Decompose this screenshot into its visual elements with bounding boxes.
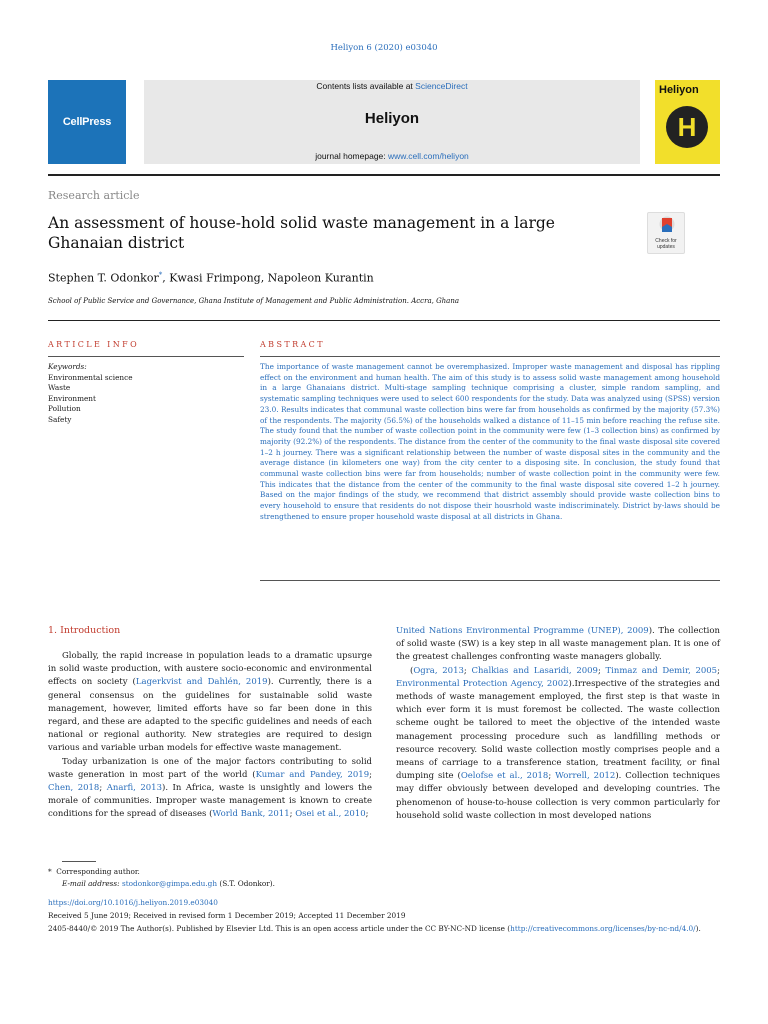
email-owner: (S.T. Odonkor).	[219, 879, 275, 888]
corresponding-author: Corresponding author.	[56, 867, 140, 876]
citation-link[interactable]: Tinmaz and Demir, 2005	[605, 665, 718, 676]
text-run: ).Irrespective of the strategies and methods of waste management employed, the first step is that waste in which ever form it is must foremost be collected. The waste collection scheme ought be tailored to meet the objective of the intended waste management processing procedure such as landfilling methods or resource recovery. Solid waste collection mostly comprises people and a means of carriage to a transference station, treatment facility, or final dumping site (	[396, 678, 720, 782]
keyword-item: Safety	[48, 414, 72, 424]
paragraph	[396, 625, 720, 665]
text-run: ;	[717, 665, 720, 676]
homepage-line	[144, 151, 640, 161]
heliyon-cover-image[interactable]	[655, 80, 720, 164]
citation-link[interactable]: World Bank, 2011	[212, 809, 290, 820]
citation-link[interactable]: Anarfi, 2013	[106, 783, 162, 794]
body-column-right	[396, 625, 720, 823]
citation-link[interactable]: Chen, 2018	[48, 783, 100, 794]
text-run: 2405-8440/© 2019 The Author(s). Published by Elsevier Ltd. This is an open access article under the CC BY-NC-ND license (	[48, 924, 511, 933]
text-run: ). In Africa, waste is unsightly and lowers the morale of communities. Improper waste management is known to create conditions for the spread of diseases (	[48, 783, 372, 820]
contents-prefix: Contents lists available at	[316, 81, 416, 91]
cover-title: Heliyon	[659, 84, 699, 96]
citation-link[interactable]: Kumar and Pandey, 2019	[255, 769, 370, 780]
cellpress-logo[interactable]: CellPress	[48, 80, 126, 164]
homepage-prefix: journal homepage:	[315, 151, 388, 161]
keyword-item: Waste	[48, 383, 71, 393]
text-run: ). Collection techniques may differ obviously between developed and developing countries. The phenomenon of house-to-house collection is very common particularly for household solid waste collection in most developed nations	[396, 771, 720, 821]
citation-link[interactable]: Ogra, 2013	[413, 665, 464, 676]
footnote	[48, 866, 275, 890]
keyword-item: Environment	[48, 393, 96, 403]
citation-link[interactable]: Worrell, 2012	[555, 771, 616, 782]
introduction-heading: 1. Introduction	[48, 625, 121, 636]
text-run: Today urbanization is one of the major factors contributing to solid waste generation in most part of the world (	[48, 756, 372, 780]
paragraph	[396, 665, 720, 823]
crossmark-label: Check for updates	[655, 238, 677, 250]
corresponding-mark[interactable]: *	[158, 271, 163, 279]
text-run: (	[410, 665, 414, 676]
sciencedirect-link[interactable]: ScienceDirect	[415, 81, 468, 91]
text-run: ;	[289, 809, 296, 820]
author-rest: , Kwasi Frimpong, Napoleon Kurantin	[162, 271, 374, 285]
body-column-left	[48, 650, 372, 822]
text-run: Globally, the rapid increase in population leads to a dramatic upsurge in solid waste production, with austere socio-economic and environmental effects on society (	[48, 651, 372, 688]
footnote-divider	[62, 861, 96, 862]
footnote-line	[48, 866, 275, 878]
footnote-email-line	[48, 878, 275, 890]
homepage-link[interactable]: www.cell.com/heliyon	[388, 151, 469, 161]
keyword-item: Environmental science	[48, 372, 133, 382]
abstract-heading: ABSTRACT	[260, 340, 325, 349]
journal-banner	[48, 80, 720, 164]
keywords-label: Keywords:	[48, 362, 87, 371]
text-run: ;	[99, 783, 107, 794]
received-dates: Received 5 June 2019; Received in revised form 1 December 2019; Accepted 11 December 2019	[48, 911, 406, 920]
citation-link[interactable]: Osei et al., 2010	[295, 809, 366, 820]
doi-link[interactable]: https://doi.org/10.1016/j.heliyon.2019.e03040	[48, 898, 218, 907]
article-type: Research article	[48, 189, 140, 202]
crossmark-icon	[659, 216, 675, 236]
article-info-heading: ARTICLE INFO	[48, 340, 140, 349]
citation-link[interactable]: Oelofse et al., 2018	[460, 771, 549, 782]
text-run: ). The collection of solid waste (SW) is a key step in all waste management plan. It is one of the greatest challenges confronting waste managers globally.	[396, 626, 720, 663]
contents-line	[144, 81, 640, 91]
email-link[interactable]: stodonkor@gimpa.edu.gh	[121, 879, 218, 888]
journal-reference[interactable]: Heliyon 6 (2020) e03040	[330, 43, 438, 53]
footnote-mark: *	[48, 867, 52, 876]
author-list	[48, 271, 374, 285]
keyword-item: Pollution	[48, 404, 81, 414]
banner-center	[144, 80, 640, 164]
header-divider	[48, 174, 720, 176]
text-run: ;	[365, 809, 369, 820]
crossmark-button[interactable]	[647, 212, 685, 254]
abstract-bottom-divider	[260, 580, 720, 581]
section-divider	[48, 320, 720, 321]
license-statement	[48, 923, 720, 935]
article-info-divider	[48, 356, 244, 357]
heliyon-h-logo-icon: H	[666, 106, 708, 148]
paragraph	[48, 756, 372, 822]
affiliation: School of Public Service and Governance, Ghana Institute of Management and Public Administration. Accra, Ghana	[48, 297, 460, 305]
text-run: ;	[597, 665, 606, 676]
citation-link[interactable]: United Nations Environmental Programme (UNEP), 2009	[396, 626, 649, 636]
text-run: ).	[695, 924, 701, 933]
article-title: An assessment of house-hold solid waste management in a large Ghanaian district	[48, 214, 555, 252]
text-run: ). Currently, there is a general consensus on the guidelines for sustainable solid waste management, however, limited efforts have so far been done in this regard, and these are adapted to the specific guidelines and needs of each national or regional authority. New strategies are required to design various and variable urban models for effective waste management.	[48, 677, 372, 754]
text-run: ;	[369, 769, 372, 780]
text-run: ;	[548, 771, 556, 782]
email-label: E-mail address:	[62, 879, 120, 888]
paragraph	[48, 650, 372, 756]
journal-name: Heliyon	[364, 110, 420, 127]
keywords-list	[48, 362, 244, 426]
citation-link[interactable]: Environmental Protection Agency, 2002	[396, 678, 569, 689]
citation-link[interactable]: Chalkias and Lasaridi, 2009	[471, 665, 598, 676]
abstract-divider	[260, 356, 720, 357]
text-run: ;	[463, 665, 472, 676]
license-link[interactable]: http://creativecommons.org/licenses/by-nc-nd/4.0/	[510, 924, 696, 933]
citation-link[interactable]: Lagerkvist and Dahlén, 2019	[135, 677, 268, 688]
abstract-text: The importance of waste management cannot be overemphasized. Improper waste management and disposal has rippling effect on the environment and human health. The aim of this study is to assess solid waste management among household in a large Ghanaians district. Multi-stage sampling technique comprising a cluster, simple random sampling, and systematic sampling techniques were used to select 600 respondents for the study. Data was analyzed using (SPSS) version 23.0. Results indicates that communal waste collection bins were far from households as confirmed by the majority (57.3%) of the respondents. The majority (56.5%) of the households walked a distance of 11–15 min before reaching the refuse site. The study found that the number of waste collection point in the community were few (1–3 collection bins) as confirmed by majority (92.2%) of the respondents. The distance from the center of the community to the final waste disposal site covered 1–2 h journey. There was a significant relationship between the number of waste disposal sites in the community and the average distance (in kilometers one way) from the city center to a disposing site. In conclusion, the study found that communal waste collection bins were far from households; number of waste collection point in the community were few. This indicates that the distance from the center of the community to the final waste disposal site covered 1–2 h journey. Based on the major findings of the study, we recommend that district assembly should provide waste collection bins to every household to ensure that residents do not dispose their housrhold waste indiscriminately. District by-laws should be strengthened to ensure proper household waste disposal at all districts in Ghana.	[260, 362, 720, 521]
author-first[interactable]: Stephen T. Odonkor	[48, 271, 159, 285]
